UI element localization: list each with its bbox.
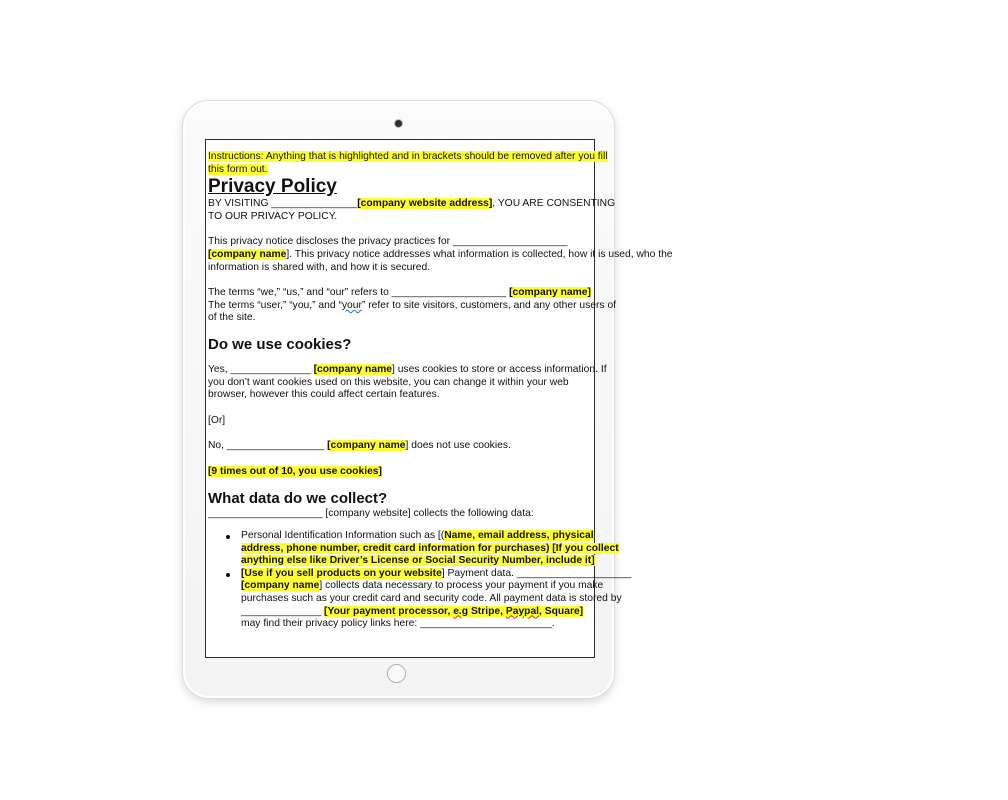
heading-data-collected: What data do we collect? [208,489,388,507]
cookies-no-line: No, _________________ [company name] does not use cookies. [208,440,511,452]
instructions-line-1: Instructions: Anything that is highlighted and in brackets should be removed after you fill [208,151,608,162]
instructions-line-2: this form out. [208,163,268,175]
visiting-line-1: BY VISITING _______________[company website address], YOU ARE CONSENTING [208,198,616,210]
or-label: [Or] [208,414,226,426]
bullet-icon [226,573,230,577]
tablet-screen [205,139,673,658]
list-item: [Use if you sell products on your website] Payment data. ____________________ [company name] collects data necessary to process your payment if you make purchases such as your credit card and security code. All payment data is stored by ______________ [Your payment processor, e.g Stripe, Paypal, Square] may find their privacy policy links here: _______________________. [208,568,1008,631]
data-collect-intro: ____________________ [company website] collects the following data: [208,507,534,519]
notice-paragraph-line-3: information is shared with, and how it is secured. [208,261,431,273]
cookies-yes-line-3: browser, however this could affect certain features. [208,389,440,401]
front-camera [395,120,402,127]
home-button[interactable] [387,664,406,683]
privacy-policy-document [208,151,1008,631]
bullet-icon [226,535,230,539]
notice-paragraph-line-1: This privacy notice discloses the privacy practices for ____________________ [208,236,568,248]
terms-paragraph-line-1: The terms “we,” “us,” and “our” refers to ____________________ [company name] [208,287,591,299]
visiting-line-2: TO OUR PRIVACY POLICY. [208,210,338,222]
terms-paragraph-line-2: The terms “user,” “you,” and “your” refer to site visitors, customers, and any other users of [208,299,617,311]
cookies-note: [9 times out of 10, you use cookies] [208,465,382,477]
document-title: Privacy Policy [208,176,337,198]
cookies-yes-line-2: you don’t want cookies used on this website, you can change it within your web [208,376,569,388]
terms-paragraph-line-3: of the site. [208,312,256,324]
notice-paragraph-line-2: [company name]. This privacy notice addresses what information is collected, how it is used, who the [208,248,673,260]
list-item: Personal Identification Information such as [(Name, email address, physical address, phone number, credit card information for purchases) [If you collect anything else like Driver’s License or Social Security Number, include it] [208,530,1008,568]
tablet-device [183,101,673,698]
data-bullet-list [208,530,1008,631]
heading-cookies: Do we use cookies? [208,335,352,353]
cookies-yes-line-1: Yes, ______________ [company name] uses cookies to store or access information. If [208,363,607,375]
